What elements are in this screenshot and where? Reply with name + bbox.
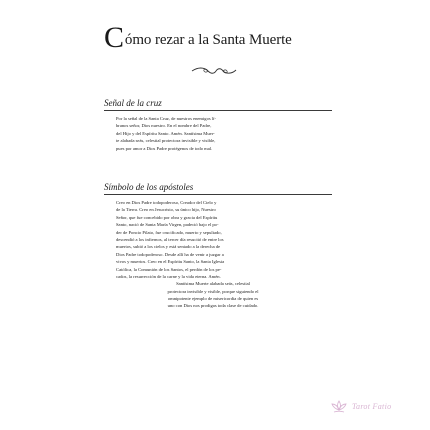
prayer-line: cados, la resurrección de la carne y la vida eterna. Amén. [116, 273, 221, 279]
section-divider [104, 110, 332, 111]
prayer-line: Creo en Dios Padre todopoderoso, Creador del Cielo y [116, 200, 217, 205]
prayer-line: Católica, la Comunión de los Santos, el perdón de los pe- [116, 266, 222, 272]
lotus-icon [330, 398, 348, 416]
prayer-line: Dios Padre todopoderoso. Desde allí ha de venir a juzgar a [116, 251, 224, 257]
watermark [330, 398, 410, 418]
watermark-text: Tarot Fatio [352, 402, 392, 411]
title-ornament-icon [190, 65, 238, 77]
prayer-apostles-creed [116, 199, 310, 310]
prayer-line: te alabada seás, celestial protectora invisible y visible, [116, 138, 216, 144]
prayer-line: der de Poncio Pilato, fue crucificado, muerto y sepultado, [116, 229, 222, 235]
title-dropcap: C [104, 21, 124, 54]
prayer-line: branos señor, Dios nuestro. En el nombre del Padre, [116, 123, 212, 129]
prayer-line: Por la señal de la Santa Cruz, de nuestros enemigos lí- [116, 116, 216, 121]
prayer-line: descendió a los infiernos, al tercer día resucitó de entre los [116, 236, 224, 242]
prayer-closing-line: Santísima Muerte alabada seás, celestial [176, 281, 250, 287]
prayer-line: del Hijo y del Espíritu Santo. Amén. Santísima Muer- [116, 130, 215, 136]
prayer-line: vivos y muertos. Creo en el Espíritu Santo, la Santa Iglesia [116, 259, 225, 265]
prayer-line: de la Tierra. Creo en Jesucristo, su único hijo, Nuestro [116, 207, 216, 213]
prayer-closing-line: uno con Dios nos prodigas toda clase de cuidado. [167, 303, 259, 309]
prayer-closing-line: protectora invisible y visible, porque siguiendo el [167, 288, 259, 294]
section-heading-apostles-creed: Símbolo de los apóstoles [104, 182, 194, 192]
page-title [104, 21, 414, 54]
section-divider [104, 194, 332, 195]
prayer-line: pues por amor a Dios Padre protégenos de todo mal. [116, 145, 213, 151]
prayer-line: muertos, subió a los cielos y está sentado a la derecha de [116, 244, 221, 250]
prayer-line: Señor, que fue concebido por obra y gracia del Espíritu [116, 214, 218, 220]
prayer-line: Santo, nació de Santa María Virgen, padeció bajo el po- [116, 222, 219, 228]
prayer-sign-of-cross [116, 115, 310, 152]
prayer-closing-line: omnipotente ejemplo de misericordia de quien es [167, 296, 259, 302]
title-text: ómo rezar a la Santa Muerte [124, 32, 292, 48]
section-heading-sign-of-cross: Señal de la cruz [104, 98, 162, 108]
